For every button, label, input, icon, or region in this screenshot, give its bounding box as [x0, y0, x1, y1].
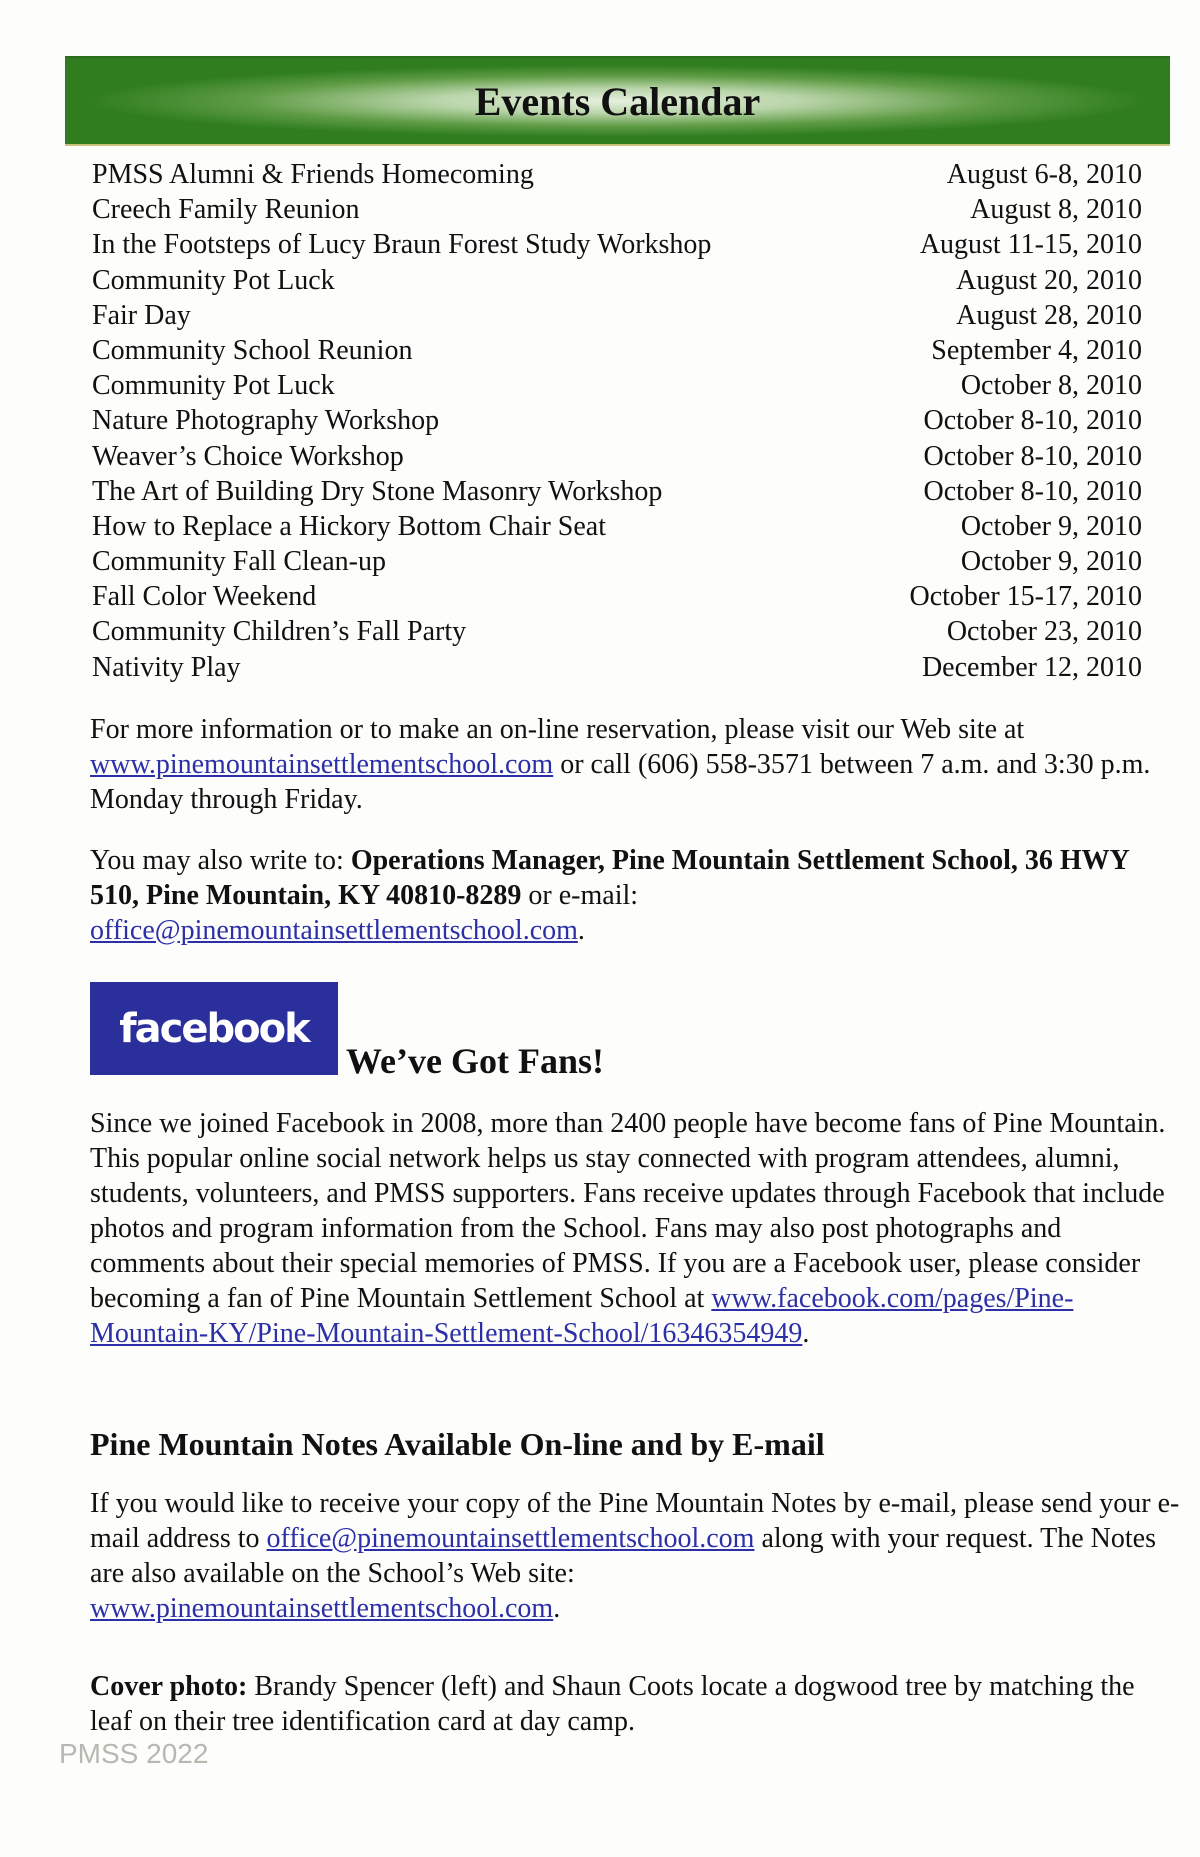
event-name: Fair Day [92, 299, 191, 331]
event-name: Community Pot Luck [92, 370, 335, 402]
event-name: Community Pot Luck [92, 264, 335, 296]
event-name: How to Replace a Hickory Bottom Chair Seat [92, 510, 606, 542]
event-name: Nativity Play [92, 651, 241, 683]
page-title: Events Calendar [474, 78, 761, 124]
facebook-text: Since we joined Facebook in 2008, more than 2400 people have become fans of Pine Mountain. This popular online social network helps us stay connected with program attendees, alumni, students, volunteers, and PMSS supporters. Fans receive updates through Facebook that include photos and program information from the School. Fans may also post photographs and comments about their special memories of PMSS. If you are a Facebook user, please consider becoming a fan of Pine Mountain Settlement School at [90, 1108, 1166, 1314]
cover-photo-caption [90, 1669, 1180, 1739]
notes-paragraph [90, 1486, 1180, 1626]
event-row [92, 509, 1142, 544]
period: . [577, 915, 585, 946]
event-name: Weaver’s Choice Workshop [92, 440, 404, 472]
event-name: Creech Family Reunion [92, 194, 360, 226]
event-row [92, 192, 1142, 227]
period: . [553, 1593, 561, 1624]
event-date: October 23, 2010 [946, 616, 1142, 648]
event-date: August 28, 2010 [956, 299, 1142, 331]
event-date: September 4, 2010 [931, 334, 1142, 366]
notes-email-link[interactable]: office@pinemountainsettlementschool.com [266, 1523, 755, 1554]
event-row [92, 474, 1142, 509]
event-row [92, 368, 1142, 403]
event-row [92, 650, 1142, 685]
event-row [92, 614, 1142, 649]
facebook-paragraph [90, 1106, 1180, 1351]
info-text: For more information or to make an on-line reservation, please visit our Web site at [90, 714, 1025, 745]
event-date: October 8, 2010 [960, 370, 1142, 402]
events-calendar-banner [65, 56, 1170, 146]
event-date: August 20, 2010 [956, 264, 1142, 296]
event-row [92, 298, 1142, 333]
event-date: October 8-10, 2010 [923, 475, 1142, 507]
event-name: Nature Photography Workshop [92, 405, 440, 437]
info-text-2: or call (606) 558-3571 between 7 a.m. and 3:30 p.m. Monday through Friday. [90, 749, 1151, 815]
event-date: August 6-8, 2010 [946, 159, 1142, 190]
website-link[interactable]: www.pinemountainsettlementschool.com [90, 749, 554, 780]
notes-text-2: along with your request. The Notes are also available on the School’s Web site: [90, 1523, 1156, 1589]
cover-text: Brandy Spencer (left) and Shaun Coots locate a dogwood tree by matching the leaf on their tree identification card at day camp. [90, 1671, 1135, 1737]
event-date: October 15-17, 2010 [909, 581, 1142, 613]
event-name: Community Children’s Fall Party [92, 616, 467, 648]
event-name: In the Footsteps of Lucy Braun Forest Study Workshop [92, 229, 712, 261]
email-intro: or e-mail: [521, 880, 639, 911]
event-date: October 8-10, 2010 [923, 405, 1142, 437]
watermark: PMSS 2022 [59, 1738, 209, 1769]
address-intro: You may also write to: [90, 845, 351, 876]
event-name: The Art of Building Dry Stone Masonry Workshop [92, 475, 663, 507]
event-row [92, 157, 1142, 192]
address-paragraph [90, 843, 1180, 948]
event-date: August 8, 2010 [970, 194, 1142, 226]
event-row [92, 263, 1142, 298]
event-name: Community Fall Clean-up [92, 546, 386, 578]
event-date: August 11-15, 2010 [919, 229, 1142, 261]
event-date: October 8-10, 2010 [923, 440, 1142, 472]
event-date: October 9, 2010 [960, 510, 1142, 542]
facebook-heading: We’ve Got Fans! [346, 1041, 604, 1081]
info-paragraph [90, 712, 1180, 817]
notes-text: If you would like to receive your copy of the Pine Mountain Notes by e-mail, please send your e-mail address to [90, 1488, 1180, 1554]
event-row [92, 333, 1142, 368]
event-row [92, 544, 1142, 579]
event-row [92, 403, 1142, 438]
events-list [92, 157, 1142, 685]
facebook-logo: facebook [90, 982, 338, 1075]
email-link[interactable]: office@pinemountainsettlementschool.com [90, 915, 578, 946]
mailing-address: Operations Manager, Pine Mountain Settlement School, 36 HWY 510, Pine Mountain, KY 40810-8289 [90, 845, 1129, 911]
notes-heading: Pine Mountain Notes Available On-line and by E-mail [90, 1426, 825, 1462]
event-row [92, 579, 1142, 614]
event-row [92, 227, 1142, 262]
period: . [802, 1318, 810, 1349]
event-name: PMSS Alumni & Friends Homecoming [92, 159, 534, 190]
event-date: October 9, 2010 [960, 546, 1142, 578]
event-name: Community School Reunion [92, 334, 413, 366]
event-date: December 12, 2010 [921, 651, 1142, 683]
cover-label: Cover photo: [90, 1671, 248, 1702]
event-name: Fall Color Weekend [92, 581, 317, 613]
event-row [92, 439, 1142, 474]
facebook-link[interactable]: www.facebook.com/pages/Pine-Mountain-KY/Pine-Mountain-Settlement-School/16346354949 [90, 1283, 1074, 1349]
notes-website-link[interactable]: www.pinemountainsettlementschool.com [90, 1593, 554, 1624]
